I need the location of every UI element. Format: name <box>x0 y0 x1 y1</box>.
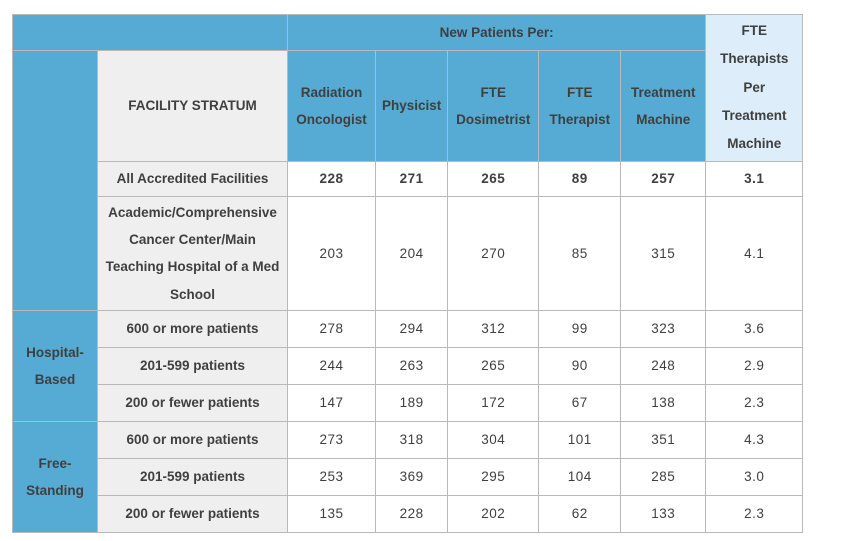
value-cell: 104 <box>539 458 621 495</box>
value-cell: 138 <box>621 384 706 421</box>
group-cell-hospital-based: Hospital-Based <box>13 310 98 421</box>
row-label-all-accredited: All Accredited Facilities <box>98 161 288 196</box>
value-cell: 270 <box>448 196 539 310</box>
facility-stats-table-wrap <box>12 14 803 533</box>
value-cell: 263 <box>376 347 448 384</box>
fte-per-machine-column-header: FTE Therapists Per Treatment Machine <box>706 15 803 162</box>
banner-new-patients-per: New Patients Per: <box>288 15 706 51</box>
value-cell: 253 <box>288 458 376 495</box>
value-cell: 101 <box>539 421 621 458</box>
value-cell: 228 <box>288 161 376 196</box>
value-cell: 147 <box>288 384 376 421</box>
banner-spacer-cell <box>13 15 288 51</box>
facility-stats-table <box>12 14 803 533</box>
value-cell: 135 <box>288 495 376 532</box>
value-cell: 271 <box>376 161 448 196</box>
group-cell-free-standing: Free-Standing <box>13 421 98 532</box>
row-label: 201-599 patients <box>98 347 288 384</box>
value-cell: 3.1 <box>706 161 803 196</box>
metric-header-fte-dosimetrist: FTE Dosimetrist <box>448 51 539 162</box>
value-cell: 204 <box>376 196 448 310</box>
row-label: 201-599 patients <box>98 458 288 495</box>
facility-stratum-header: FACILITY STRATUM <box>98 51 288 162</box>
value-cell: 62 <box>539 495 621 532</box>
value-cell: 202 <box>448 495 539 532</box>
value-cell: 228 <box>376 495 448 532</box>
value-cell: 89 <box>539 161 621 196</box>
value-cell: 285 <box>621 458 706 495</box>
group-spacer-cell <box>13 51 98 311</box>
value-cell: 265 <box>448 347 539 384</box>
value-cell: 315 <box>621 196 706 310</box>
value-cell: 318 <box>376 421 448 458</box>
value-cell: 203 <box>288 196 376 310</box>
metric-header-treatment-machine: Treatment Machine <box>621 51 706 162</box>
value-cell: 295 <box>448 458 539 495</box>
row-label-academic-comprehensive: Academic/Comprehensive Cancer Center/Main Teaching Hospital of a Med School <box>98 196 288 310</box>
row-label: 200 or fewer patients <box>98 495 288 532</box>
value-cell: 67 <box>539 384 621 421</box>
value-cell: 2.3 <box>706 495 803 532</box>
value-cell: 172 <box>448 384 539 421</box>
row-label: 600 or more patients <box>98 421 288 458</box>
value-cell: 2.9 <box>706 347 803 384</box>
value-cell: 265 <box>448 161 539 196</box>
value-cell: 369 <box>376 458 448 495</box>
value-cell: 133 <box>621 495 706 532</box>
value-cell: 90 <box>539 347 621 384</box>
value-cell: 4.1 <box>706 196 803 310</box>
value-cell: 323 <box>621 310 706 347</box>
value-cell: 3.6 <box>706 310 803 347</box>
metric-header-fte-therapist: FTE Therapist <box>539 51 621 162</box>
metric-header-radiation-oncologist: Radiation Oncologist <box>288 51 376 162</box>
value-cell: 273 <box>288 421 376 458</box>
value-cell: 248 <box>621 347 706 384</box>
value-cell: 257 <box>621 161 706 196</box>
value-cell: 304 <box>448 421 539 458</box>
value-cell: 4.3 <box>706 421 803 458</box>
value-cell: 2.3 <box>706 384 803 421</box>
value-cell: 294 <box>376 310 448 347</box>
metric-header-physicist: Physicist <box>376 51 448 162</box>
value-cell: 189 <box>376 384 448 421</box>
value-cell: 3.0 <box>706 458 803 495</box>
value-cell: 278 <box>288 310 376 347</box>
row-label: 200 or fewer patients <box>98 384 288 421</box>
row-label: 600 or more patients <box>98 310 288 347</box>
value-cell: 312 <box>448 310 539 347</box>
value-cell: 99 <box>539 310 621 347</box>
value-cell: 85 <box>539 196 621 310</box>
value-cell: 351 <box>621 421 706 458</box>
value-cell: 244 <box>288 347 376 384</box>
